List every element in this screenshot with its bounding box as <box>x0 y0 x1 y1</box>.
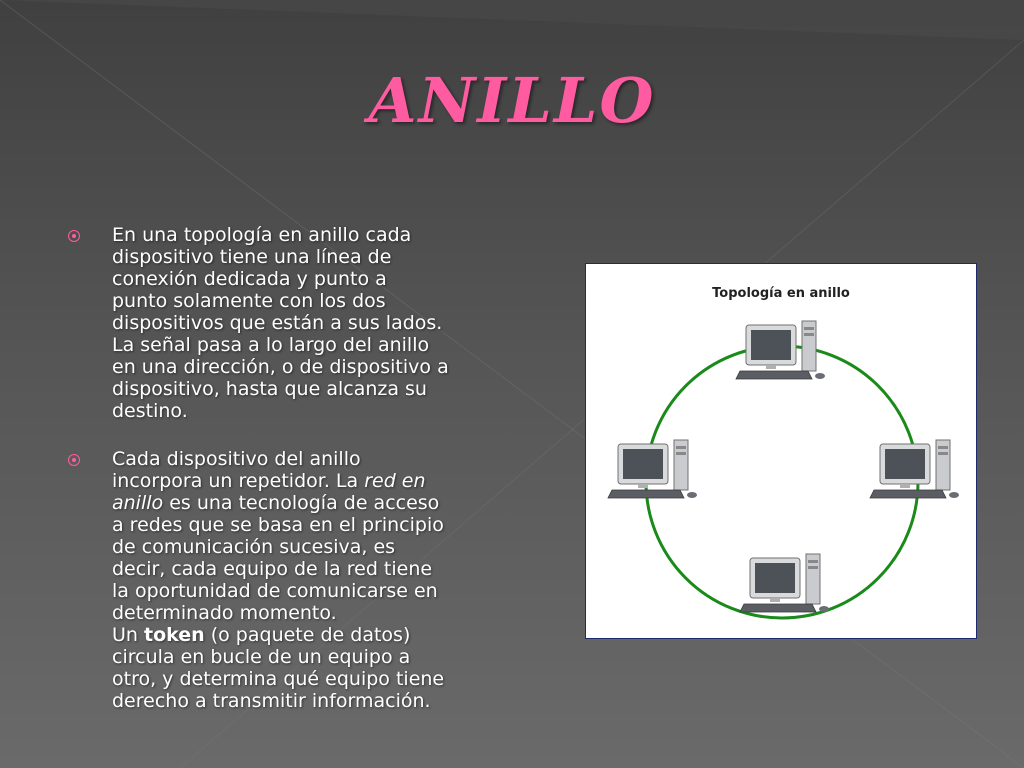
bullet-line: la oportunidad de comunicarse en <box>112 580 438 602</box>
italic-term: anillo <box>112 492 164 514</box>
bullet-item <box>64 224 524 422</box>
bullet-item <box>64 448 524 712</box>
ring-diagram-svg <box>586 264 978 640</box>
bullet-line: punto solamente con los dos <box>112 290 386 312</box>
bullet-line: dispositivos que están a sus lados. <box>112 312 443 334</box>
bullet-line: de comunicación sucesiva, es <box>112 536 396 558</box>
ring-topology-diagram <box>585 263 977 639</box>
bullet-line: dispositivo tiene una línea de <box>112 246 392 268</box>
slide-content <box>64 224 524 712</box>
bullet-line <box>112 470 524 492</box>
computer-bottom-icon <box>740 554 829 612</box>
bullet-text: incorpora un repetidor. La <box>112 470 359 492</box>
bullet-text: (o paquete de datos) <box>204 624 411 646</box>
bullet-line: dispositivo, hasta que alcanza su <box>112 378 427 400</box>
bullet-line: determinado momento. <box>112 602 337 624</box>
bullet-line: a redes que se basa en el principio <box>112 514 444 536</box>
bullet-line: conexión dedicada y punto a <box>112 268 387 290</box>
bullet-line: circula en bucle de un equipo a <box>112 646 411 668</box>
bullet-line: destino. <box>112 400 188 422</box>
computer-top-icon <box>736 321 825 379</box>
bullet-line: En una topología en anillo cada <box>112 224 412 246</box>
bullet-circle-icon <box>68 230 80 242</box>
bullet-line: La señal pasa a lo largo del anillo <box>112 334 430 356</box>
bullet-line: otro, y determina qué equipo tiene <box>112 668 445 690</box>
bullet-line <box>112 492 524 514</box>
bold-term: token <box>144 624 205 646</box>
bullet-line <box>112 624 524 646</box>
bullet-line: en una dirección, o de dispositivo a <box>112 356 449 378</box>
bullet-line: Cada dispositivo del anillo <box>112 448 361 470</box>
italic-term: red en <box>364 470 426 492</box>
computer-right-icon <box>870 440 959 498</box>
diagram-title: Topología en anillo <box>712 286 850 301</box>
bullet-line: decir, cada equipo de la red tiene <box>112 558 433 580</box>
bullet-text: es una tecnología de acceso <box>163 492 440 514</box>
slide-title: ANILLO <box>368 64 656 137</box>
bullet-text: Un <box>112 624 138 646</box>
bullet-circle-icon <box>68 454 80 466</box>
bullet-line: derecho a transmitir información. <box>112 690 431 712</box>
computer-left-icon <box>608 440 697 498</box>
